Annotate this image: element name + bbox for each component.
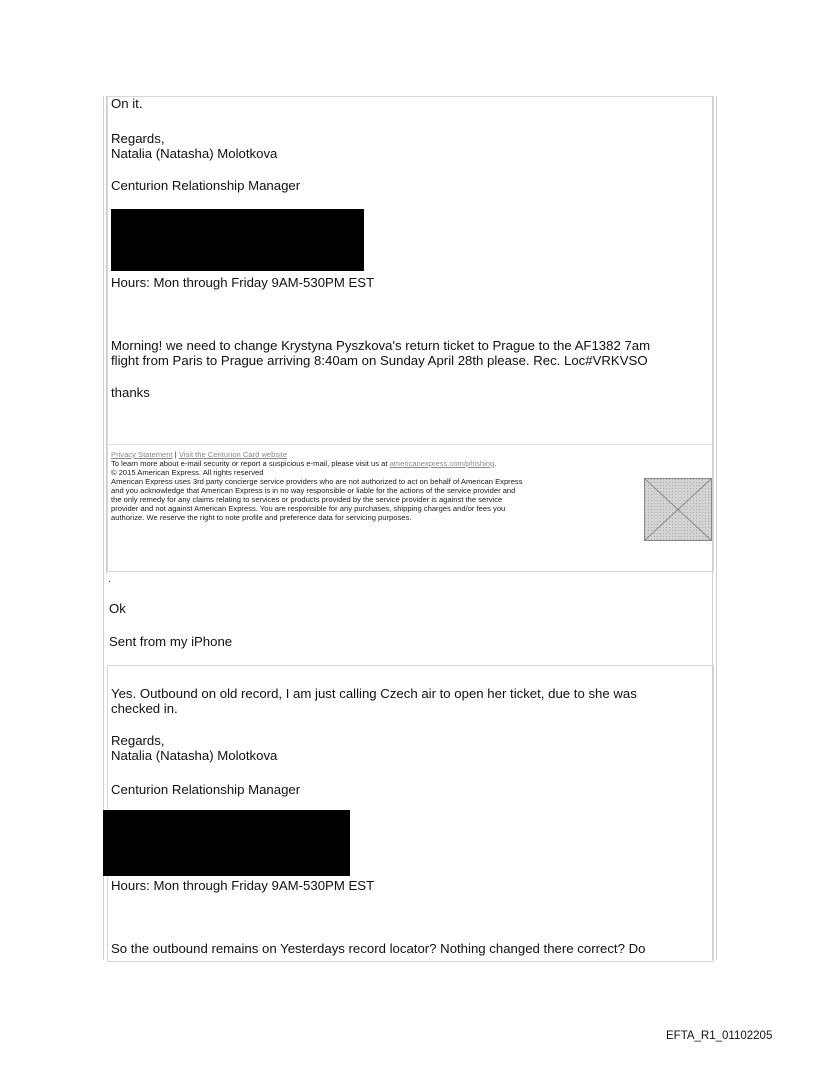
broken-image-placeholder — [644, 478, 712, 541]
message-body: Ok — [109, 601, 126, 616]
redaction-block — [111, 209, 364, 271]
message-line: Yes. Outbound on old record, I am just calling Czech air to open her ticket, due to she was — [111, 686, 637, 701]
document-id: EFTA_R1_01102205 — [666, 1030, 773, 1042]
security-text: To learn more about e-mail security or report a suspicious e-mail, please visit us at — [111, 459, 388, 468]
image-placeholder-icon — [645, 479, 711, 540]
signature-name: Natalia (Natasha) Molotkova — [111, 146, 278, 161]
disclaimer-line: the only remedy for any claims relating to services or products provided by the service provider is against the service — [111, 495, 503, 504]
message-thanks: thanks — [111, 385, 150, 400]
redaction-block — [103, 810, 350, 876]
disclaimer-security-line — [111, 459, 496, 468]
disclaimer-divider — [107, 444, 712, 445]
disclaimer-line: American Express uses 3rd party concierge service providers who are not authorized to act on behalf of American Express — [111, 477, 523, 486]
message-line: checked in. — [111, 701, 178, 716]
disclaimer-links — [111, 450, 287, 459]
disclaimer-line: and you acknowledge that American Express is in no way responsible or liable for the actions of the service provider and — [111, 486, 516, 495]
signature-hours: Hours: Mon through Friday 9AM-530PM EST — [111, 878, 375, 893]
signature-regards: Regards, — [111, 733, 165, 748]
disclaimer-copyright: © 2015 American Express. All rights reserved — [111, 468, 264, 477]
signature-regards: Regards, — [111, 131, 165, 146]
centurion-website-link[interactable]: Visit the Centurion Card website — [178, 450, 288, 459]
security-period: . — [494, 459, 497, 468]
message-line: flight from Paris to Prague arriving 8:40am on Sunday April 28th please. Rec. Loc#VRKVSO — [111, 353, 648, 368]
signature-title: Centurion Relationship Manager — [111, 178, 301, 193]
signature-title: Centurion Relationship Manager — [111, 782, 301, 797]
privacy-statement-link[interactable]: Privacy Statement — [111, 450, 173, 459]
message-signature: Sent from my iPhone — [109, 634, 233, 649]
link-separator: | — [174, 450, 177, 459]
frame-right-border-outer — [716, 96, 717, 960]
disclaimer-line: authorize. We reserve the right to note profile and preference data for servicing purposes. — [111, 513, 412, 522]
message-body: On it. — [111, 96, 143, 111]
signature-hours: Hours: Mon through Friday 9AM-530PM EST — [111, 275, 375, 290]
signature-name: Natalia (Natasha) Molotkova — [111, 748, 278, 763]
separator-dot: . — [108, 574, 111, 585]
phishing-link[interactable]: americanexpress.com/phishing — [389, 459, 495, 468]
message-line: So the outbound remains on Yesterdays record locator? Nothing changed there correct? Do — [111, 941, 646, 956]
message-line: Morning! we need to change Krystyna Pyszkova's return ticket to Prague to the AF1382 7am — [111, 338, 651, 353]
disclaimer-line: provider and not against American Express. You are responsible for any purchases, shipping charges and/or fees you — [111, 504, 506, 513]
